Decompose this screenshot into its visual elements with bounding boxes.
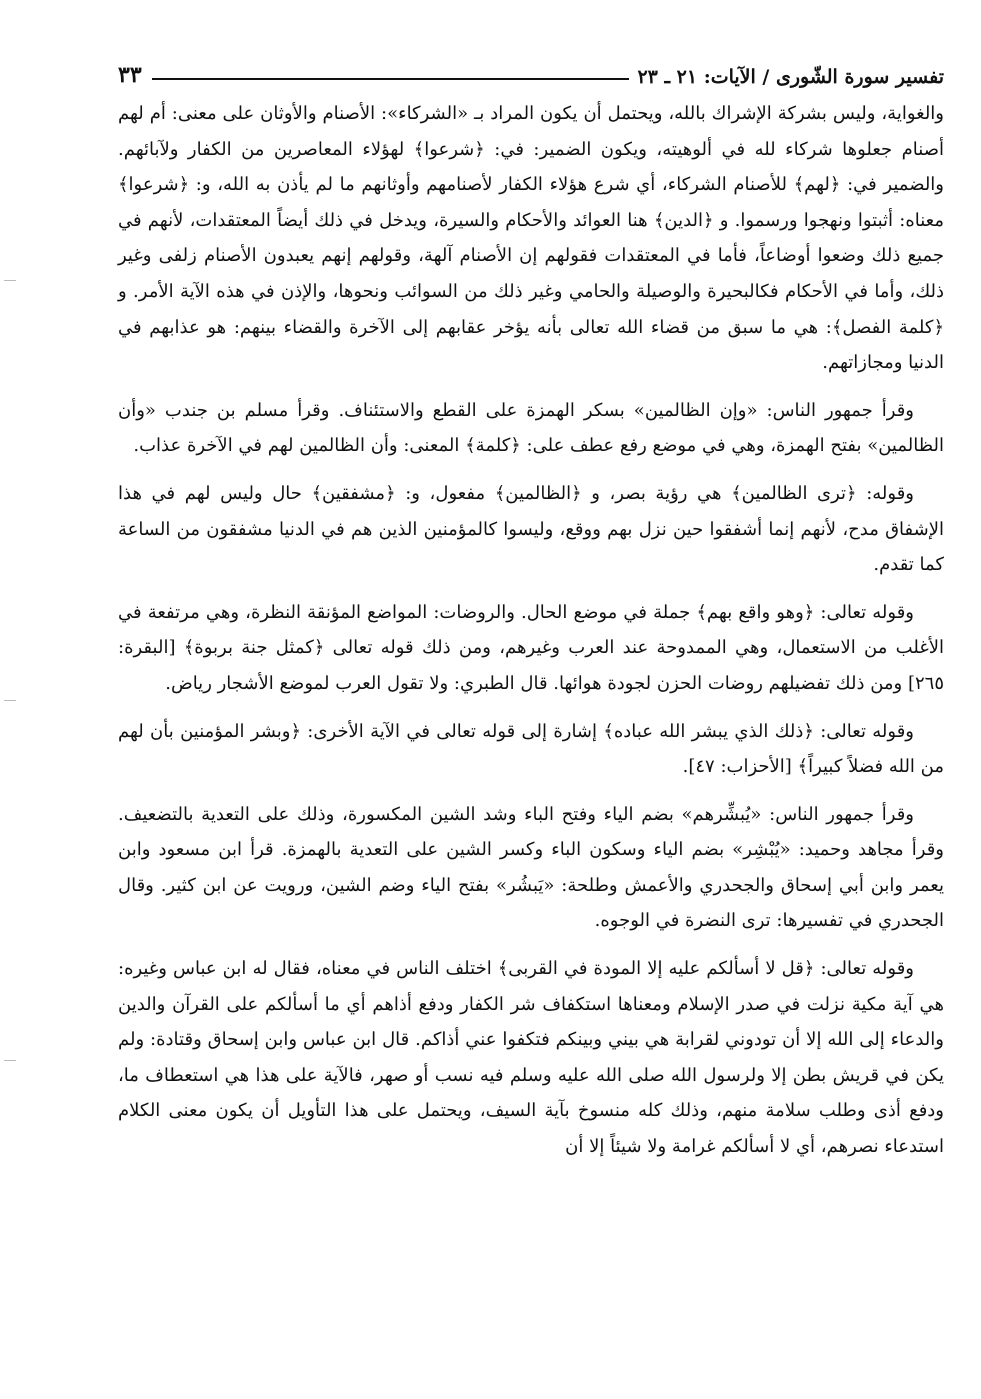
paragraph-1: والغواية، وليس بشركة الإشراك بالله، ويحتمل أن يكون المراد بـ «الشركاء»: الأصنام والأوثان على معنى: أم لهم أصنام جعلوها شركاء لله في ألوهيته، ويكون الضمير: في: ﴿شرعوا﴾ لهؤلاء المعاصرين من الكفار ولآبائهم. والضمير في: ﴿لهم﴾ للأصنام الشركاء، أي شرع هؤلاء الكفار لأصنامهم وأوثانهم ما لم يأذن به الله، و: ﴿شرعوا﴾ معناه: أثبتوا ونهجوا ورسموا. و ﴿الدين﴾ هنا العوائد والأحكام والسيرة، ويدخل في ذلك أيضاً المعتقدات، لأنهم في جميع ذلك وضعوا أوضاعاً، فأما في المعتقدات فقولهم إن الأصنام آلهة، وقولهم إنهم يعبدون الأصنام زلفى وغير ذلك، وأما في الأحكام فكالبحيرة والوصيلة والحامي وغير ذلك من السوائب ونحوها، والإذن في هذه الآية الأمر. و ﴿كلمة الفصل﴾: هي ما سبق من قضاء الله تعالى بأنه يؤخر عقابهم إلى الآخرة والقضاء بينهم: هو عذابهم في الدنيا ومجازاتهم.	[118, 103, 944, 374]
paragraph-7: وقوله تعالى: ﴿قل لا أسألكم عليه إلا المودة في القربى﴾ اختلف الناس في معناه، فقال له ابن عباس وغيره: هي آية مكية نزلت في صدر الإسلام ومعناها استكفاف شر الكفار ودفع أذاهم أي ما أسألكم على القرآن والدين والدعاء إلى الله إلا أن تودوني لقرابة هي بيني وبينكم فتكفوا عني أذاكم. قال ابن عباس وابن إسحاق وقتادة: ولم يكن في قريش بطن إلا ولرسول الله صلى الله عليه وسلم فيه نسب أو صهر، فالآية على هذا هي استعطاف ما، ودفع أذى وطلب سلامة منهم، وذلك كله منسوخ بآية السيف، ويحتمل على هذا التأويل أن يكون معنى الكلام استدعاء نصرهم، أي لا أسألكم غرامة ولا شيئاً إلا أن	[118, 958, 945, 1158]
paragraph-4: وقوله تعالى: ﴿وهو واقع بهم﴾ جملة في موضع الحال. والروضات: المواضع المؤنقة النظرة، وهي مرتفعة في الأغلب من الاستعمال، وهي الممدوحة عند العرب وغيرهم، ومن ذلك قوله تعالى ﴿كمثل جنة بربوة﴾ [البقرة: ٢٦٥] ومن ذلك تفضيلهم روضات الحزن لجودة هوائها. قال الطبري: ولا تقول العرب لموضع الأشجار رياض.	[118, 601, 944, 694]
margin-mark	[4, 700, 16, 701]
page-body	[118, 96, 944, 1177]
running-title: تفسير سورة الشّورى / الآيات: ٢١ ـ ٢٣	[637, 66, 944, 88]
margin-mark	[4, 1060, 16, 1061]
paragraph-6: وقرأ جمهور الناس: «يُبشِّرهم» بضم الياء وفتح الباء وشد الشين المكسورة، وذلك على التعدية بالتضعيف. وقرأ مجاهد وحميد: «يُبْشِر» بضم الياء وسكون الباء وكسر الشين على التعدية بالهمزة. قرأ ابن مسعود وابن يعمر وابن أبي إسحاق والجحدري والأعمش وطلحة: «يَبشُر» بفتح الياء وضم الشين، ورويت عن ابن كثير. وقال الجحدري في تفسيرها: ترى النضرة في الوجوه.	[118, 803, 944, 932]
page-header	[118, 50, 944, 88]
page-number: ٣٣	[118, 62, 142, 88]
margin-mark	[4, 280, 16, 281]
paragraph-5: وقوله تعالى: ﴿ذلك الذي يبشر الله عباده﴾ إشارة إلى قوله تعالى في الآية الأخرى: ﴿وبشر المؤمنين بأن لهم من الله فضلاً كبيراً﴾ [الأحزاب: ٤٧].	[118, 720, 944, 778]
paragraph-2: وقرأ جمهور الناس: «وإن الظالمين» بسكر الهمزة على القطع والاستئناف. وقرأ مسلم بن جندب «وأن الظالمين» بفتح الهمزة، وهي في موضع رفع عطف على: ﴿كلمة﴾ المعنى: وأن الظالمين لهم في الآخرة عذاب.	[118, 399, 944, 457]
paragraph-3: وقوله: ﴿ترى الظالمين﴾ هي رؤية بصر، و ﴿الظالمين﴾ مفعول، و: ﴿مشفقين﴾ حال وليس لهم في هذا الإشفاق مدح، لأنهم إنما أشفقوا حين نزل بهم ووقع، وليسوا كالمؤمنين الذين هم في الدنيا مشفقون من الساعة كما تقدم.	[118, 482, 944, 576]
header-rule	[152, 78, 630, 80]
